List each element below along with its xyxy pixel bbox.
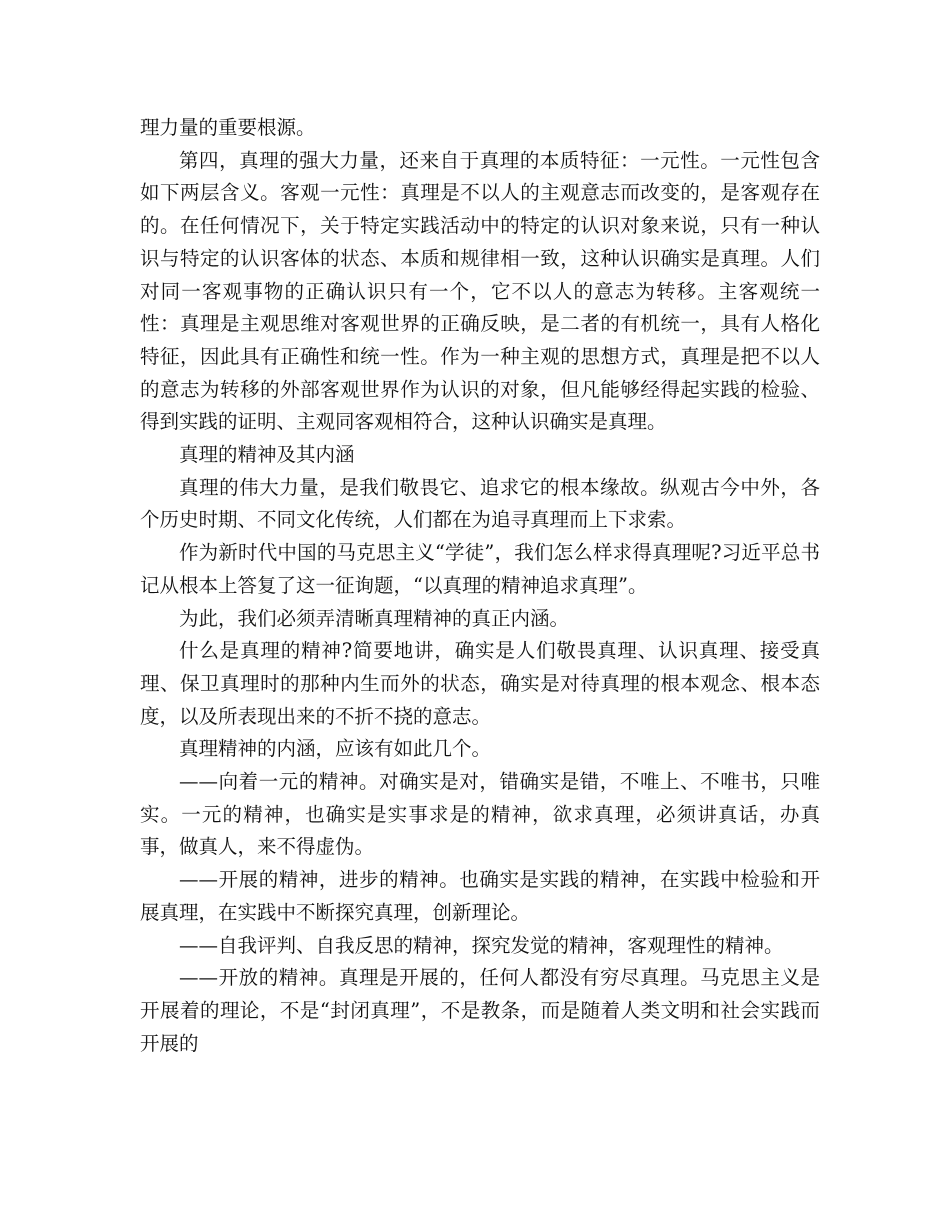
paragraph: 真理的伟大力量，是我们敬畏它、追求它的根本缘故。纵观古今中外，各个历史时期、不同文化传统，人们都在为追寻真理而上下求索。 bbox=[140, 475, 820, 532]
paragraph: ——自我评判、自我反思的精神，探究发觉的精神，客观理性的精神。 bbox=[179, 933, 784, 957]
paragraph: 什么是真理的精神?简要地讲，确实是人们敬畏真理、认识真理、接受真理、保卫真理时的那种内生而外的状态，确实是对待真理的根本观念、根本态度，以及所表现出来的不折不挠的意志。 bbox=[140, 639, 820, 728]
paragraph: 第四，真理的强大力量，还来自于真理的本质特征：一元性。一元性包含如下两层含义。客观一元性：真理是不以人的主观意志而改变的，是客观存在的。在任何情况下，关于特定实践活动中的特定的认识对象来说，只有一种认识与特定的认识客体的状态、本质和规律相一致，这种认识确实是真理。人们对同一客观事物的正确认识只有一个，它不以人的意志为转移。主客观统一性：真理是主观思维对客观世界的正确反映，是二者的有机统一，具有人格化特征，因此具有正确性和统一性。作为一种主观的思想方式，真理是把不以人的意志为转移的外部客观世界作为认识的对象，但凡能够经得起实践的检验、得到实践的证明、主观同客观相符合，这种认识确实是真理。 bbox=[140, 148, 820, 434]
paragraph: 为此，我们必须弄清晰真理精神的真正内涵。 bbox=[179, 606, 570, 630]
paragraph: ——向着一元的精神。对确实是对，错确实是错，不唯上、不唯书，只唯实。一元的精神，也确实是实事求是的精神，欲求真理，必须讲真话，办真事，做真人，来不得虚伪。 bbox=[140, 770, 820, 859]
paragraph: 真理精神的内涵，应该有如此几个。 bbox=[179, 737, 492, 761]
document-body bbox=[140, 112, 820, 1060]
paragraph: ——开放的精神。真理是开展的，任何人都没有穷尽真理。马克思主义是开展着的理论，不是“封闭真理”，不是教条，而是随着人类文明和社会实践而开展的 bbox=[140, 966, 820, 1055]
section-heading: 真理的精神及其内涵 bbox=[179, 443, 355, 467]
paragraph: 理力量的重要根源。 bbox=[140, 116, 316, 139]
paragraph: 作为新时代中国的马克思主义“学徒”，我们怎么样求得真理呢?习近平总书记从根本上答复了这一征询题，“以真理的精神追求真理”。 bbox=[140, 541, 820, 597]
paragraph: ——开展的精神，进步的精神。也确实是实践的精神，在实践中检验和开展真理，在实践中不断探究真理，创新理论。 bbox=[140, 868, 820, 924]
